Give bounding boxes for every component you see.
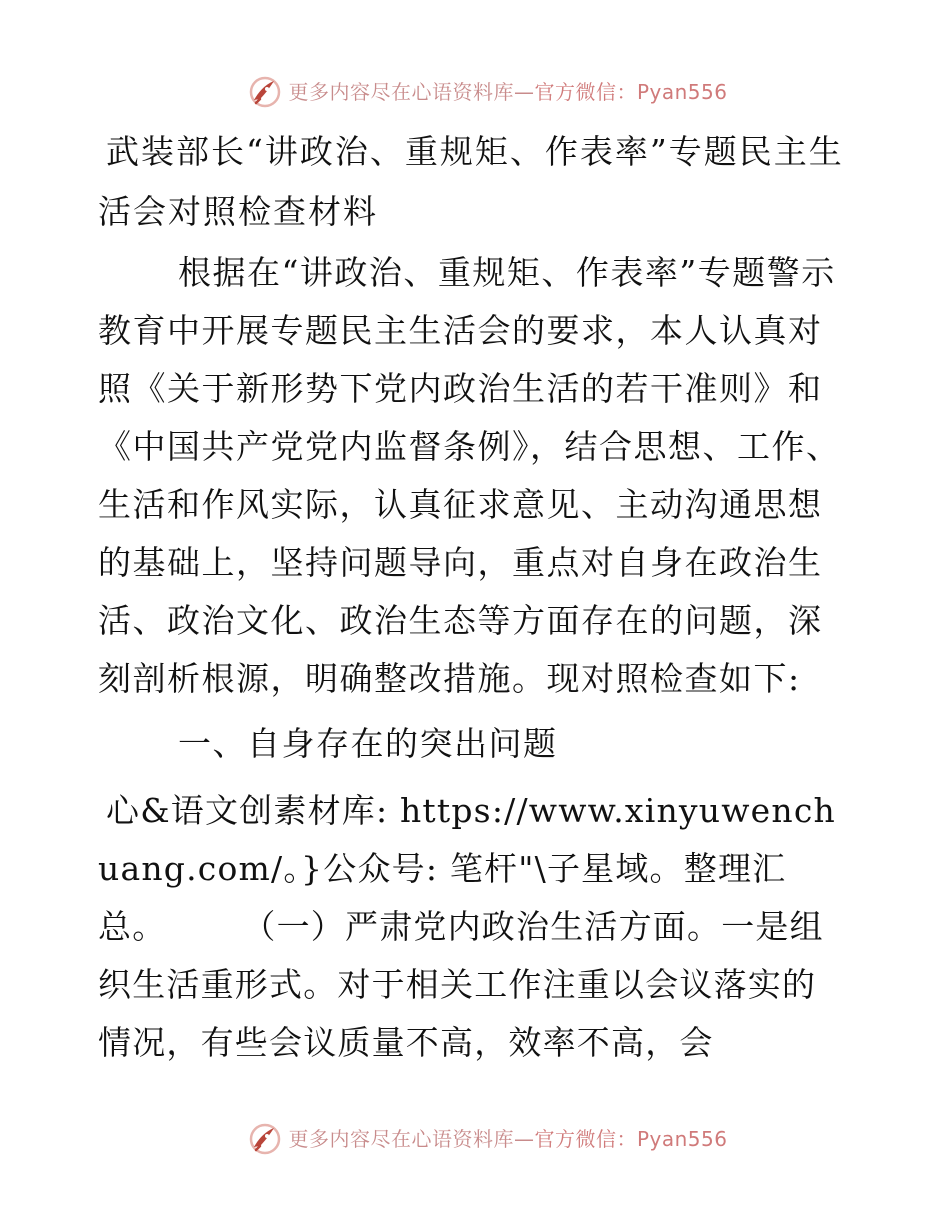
watermark-separator: — (513, 1127, 535, 1151)
watermark-text (288, 82, 727, 102)
pen-nib-icon (248, 1122, 282, 1156)
subsection-1-text: （一）严肃党内政治生活方面。一是组织生活重形式。对于相关工作注重以会议落实的情况，有些会议质量不高，效率不高，会 (98, 907, 824, 1062)
watermark-content (248, 75, 727, 109)
pen-nib-icon (248, 75, 282, 109)
watermark-library-text: 更多内容尽在心语资料库 (288, 80, 514, 104)
intro-paragraph: 根据在“讲政治、重规矩、作表率”专题警示教育中开展专题民主生活会的要求，本人认真对照《关于新形势下党内政治生活的若干准则》和《中国共产党党内监督条例》，结合思想、工作、生活和作风实际，认真征求意见、主动沟通思想的基础上，坚持问题导向，重点对自身在政治生活、政治文化、政治生态等方面存在的问题，深刻剖析根源，明确整改措施。现对照检查如下: (98, 253, 841, 698)
watermark-wechat: 官方微信：Pyan556 (534, 80, 728, 104)
watermark-library-text: 更多内容尽在心语资料库 (288, 1127, 514, 1151)
document-title-text: 武装部长“讲政治、重规矩、作表率”专题民主生活会对照检查材料 (98, 132, 844, 231)
document-body (98, 122, 850, 1072)
document-title (98, 122, 850, 242)
watermark-wechat: 官方微信：Pyan556 (534, 1127, 728, 1151)
watermark-text-bottom (288, 1129, 727, 1149)
source-note: 心&语文创素材库: https://www.xinyuwenchuang.com/。}公众号: 笔杆"\子星域。整理汇总。 (98, 791, 836, 946)
section-heading-1: 一、自身存在的突出问题 (178, 724, 558, 763)
watermark-banner-bottom (0, 1119, 950, 1159)
body-text-block (98, 782, 850, 1072)
watermark-banner-top (0, 72, 950, 112)
watermark-separator: — (513, 80, 535, 104)
watermark-content-bottom (248, 1122, 727, 1156)
